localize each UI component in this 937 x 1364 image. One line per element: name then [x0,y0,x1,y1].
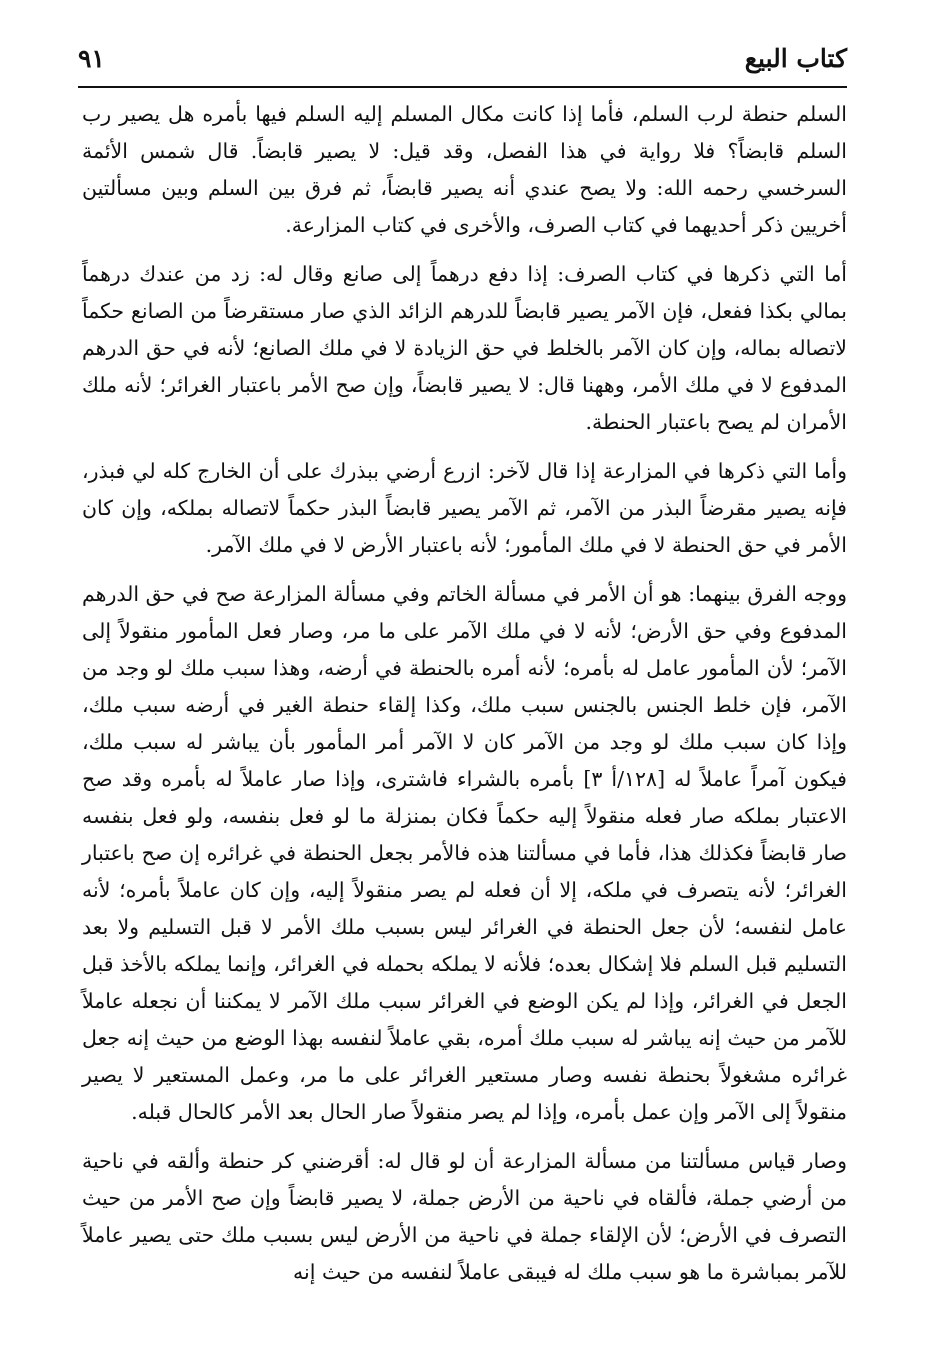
paragraph-3: وأما التي ذكرها في المزارعة إذا قال لآخر: ازرع أرضي ببذرك على أن الخارج كله لي فبذر، فإنه يصير مقرضاً البذر من الآمر، ثم الآمر يصير قابضاً البذر حكماً لاتصاله بملكه، وإن كان الأمر في حق الحنطة لا في ملك المأمور؛ لأنه باعتبار الأرض لا في ملك الآمر. [82,459,847,557]
running-title: كتاب البيع [744,44,847,73]
header-divider [78,86,847,88]
paragraph-5: وصار قياس مسألتنا من مسألة المزارعة أن لو قال له: أقرضني كر حنطة وألقه في ناحية من أرضي جملة، فألقاه في ناحية من الأرض جملة، لا يصير قابضاً وإن صح الأمر من حيث التصرف في الأرض؛ لأن الإلقاء جملة في ناحية من الأرض ليس بسبب ملك حتى يصير عاملاً للآمر بمباشرة ما هو سبب ملك له فيبقى عاملاً لنفسه من حيث إنه [82,1149,847,1284]
paragraph-2: أما التي ذكرها في كتاب الصرف: إذا دفع درهماً إلى صانع وقال له: زد من عندك درهماً بمالي بكذا ففعل، فإن الآمر يصير قابضاً للدرهم الزائد الذي صار مستقرضاً من الصانع حكماً لاتصاله بماله، وإن كان الآمر بالخلط في حق الزيادة لا في ملك الصانع؛ لأنه في حق الدرهم المدفوع لا في ملك الأمر، وههنا قال: لا يصير قابضاً، وإن صح الأمر باعتبار الغرائر؛ لأنه ملك الأمران لم يصح باعتبار الحنطة. [82,262,847,434]
page-header [78,36,847,84]
body-text [82,96,847,1303]
page-number: ٩١ [78,44,105,73]
paragraph-1: السلم حنطة لرب السلم، فأما إذا كانت مكال المسلم إليه السلم فيها بأمره هل يصير رب السلم قابضاً؟ فلا رواية في هذا الفصل، وقد قيل: لا يصير قابضاً. قال شمس الأئمة السرخسي رحمه الله: ولا يصح عندي أنه يصير قابضاً، ثم فرق بين السلم وبين مسألتين أخريين ذكر أحديهما في كتاب الصرف، والأخرى في كتاب المزارعة. [82,102,847,237]
paragraph-4: ووجه الفرق بينهما: هو أن الأمر في مسألة الخاتم وفي مسألة المزارعة صح في حق الدرهم المدفوع وفي حق الأرض؛ لأنه لا في ملك الآمر على ما مر، وصار فعل المأمور منقولاً إلى الآمر؛ لأن المأمور عامل له بأمره؛ لأنه أمره بالحنطة في أرضه، وهذا سبب ملك لو وجد من الآمر، فإن خلط الجنس بالجنس سبب ملك، وكذا إلقاء حنطة الغير في أرضه سبب ملك، وإذا كان سبب ملك لو وجد من الآمر كان لا الآمر أمر المأمور بأن يباشر له سبب ملك، فيكون آمراً عاملاً له [١٢٨/أ ٣] بأمره بالشراء فاشترى، وإذا صار عاملاً له بأمره وقد صح الاعتبار بملكه صار فعله منقولاً إليه حكماً فكان بمنزلة ما لو فعل بنفسه، ولو فعل بنفسه صار قابضاً فكذلك هذا، فأما في مسألتنا هذه فالأمر بجعل الحنطة في غرائره إن صح باعتبار الغرائر؛ لأنه يتصرف في ملكه، إلا أن فعله لم يصر منقولاً إليه، وإن كان عاملاً بأمره؛ لأنه عامل لنفسه؛ لأن جعل الحنطة في الغرائر ليس بسبب ملك الأمر لا قبل التسليم ولا بعد التسليم قبل السلم فلا إشكال بعده؛ فلأنه لا يملكه بحمله في الغرائر، وإنما يملكه بالأخذ قبل الجعل في الغرائر، وإذا لم يكن الوضع في الغرائر سبب ملك الآمر لا يمكننا أن نجعله عاملاً للآمر من حيث إنه يباشر له سبب ملك أمره، بقي عاملاً لنفسه بهذا الوضع من حيث إنه جعل غرائره مشغولاً بحنطة نفسه وصار مستعير الغرائر على ما مر، وعمل المستعير لا يصير منقولاً إلى الآمر وإن عمل بأمره، وإذا لم يصر منقولاً صار الحال بعد الأمر كالحال قبله. [82,582,847,1124]
